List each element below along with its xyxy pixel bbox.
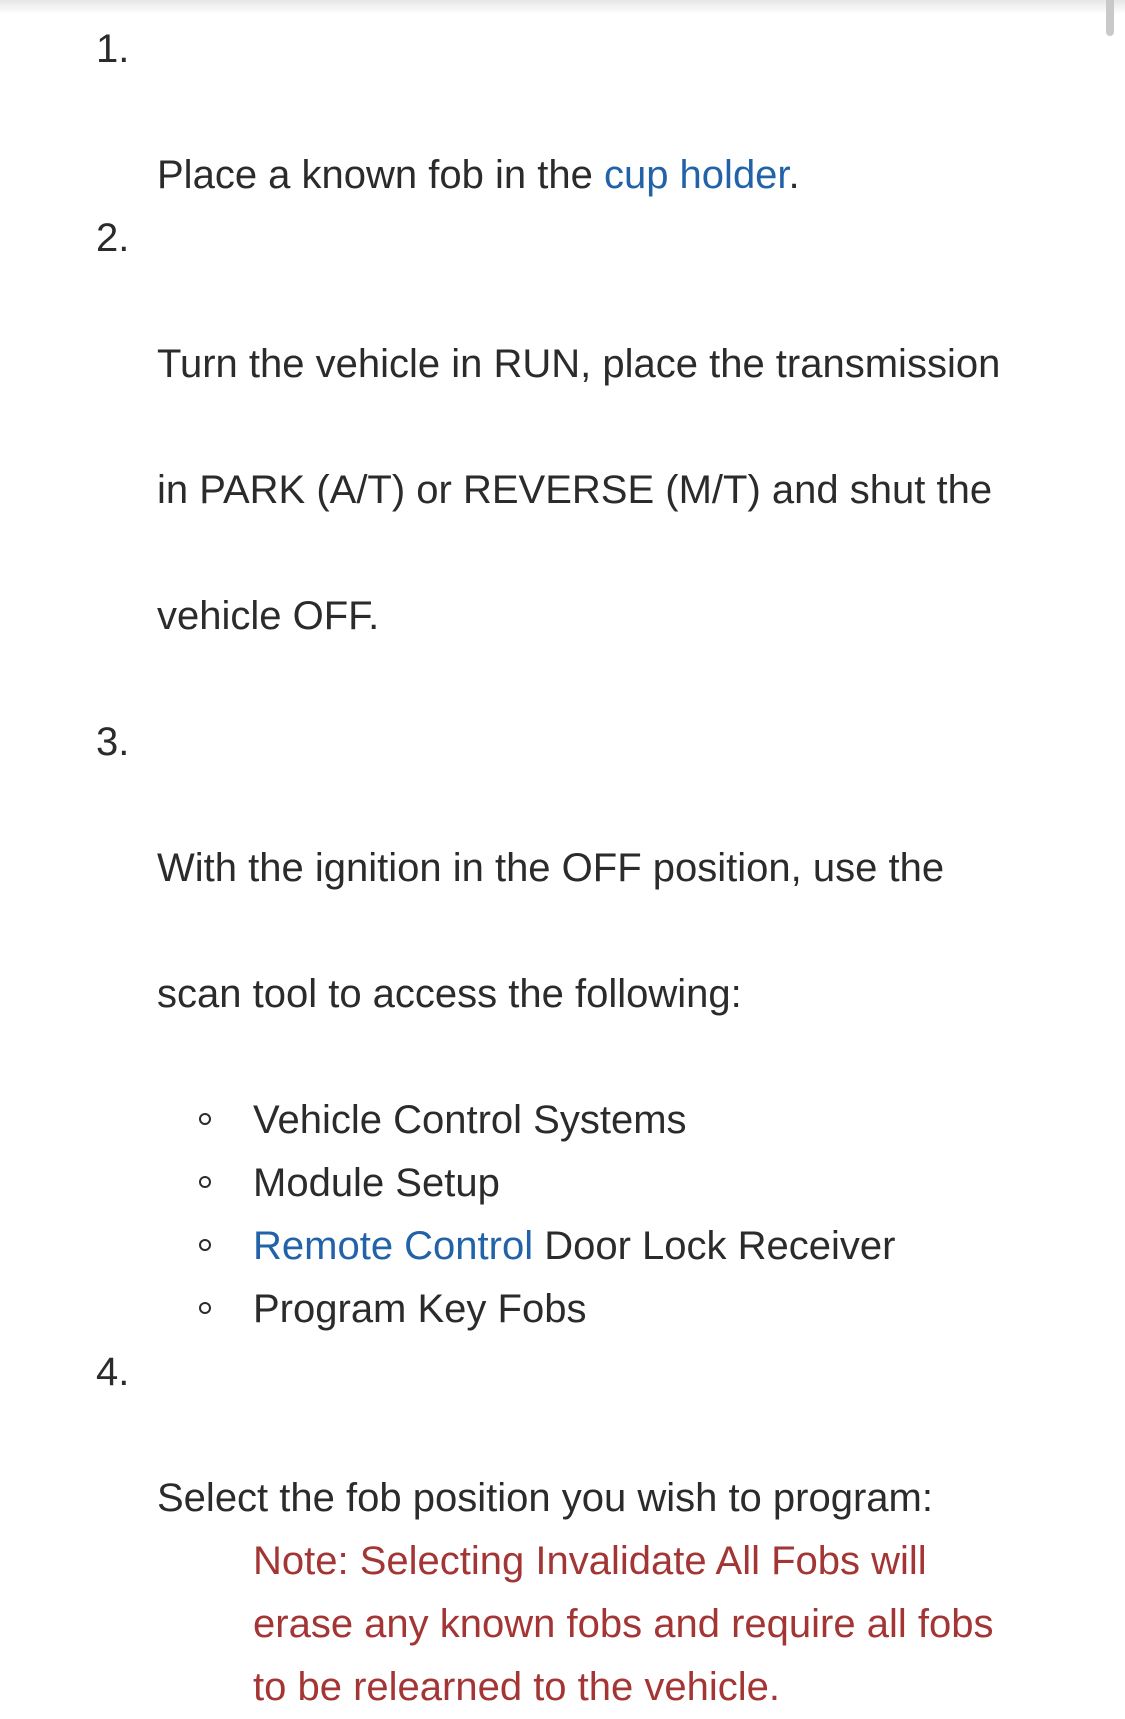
- step-line: Turn the vehicle in RUN, place the transmission: [157, 342, 1001, 386]
- step-line: in PARK (A/T) or REVERSE (M/T) and shut the: [157, 468, 993, 512]
- cup-holder-link[interactable]: cup holder: [603, 153, 789, 197]
- step-1: [0, 18, 1100, 207]
- scan-tool-menu-path: [0, 1089, 1100, 1341]
- step-line: vehicle OFF.: [157, 594, 380, 638]
- step-3: [0, 711, 1100, 1089]
- remote-control-link[interactable]: Remote Control: [253, 1224, 534, 1268]
- scrollbar-thumb[interactable]: [1106, 0, 1114, 36]
- top-shadow: [0, 0, 1125, 14]
- list-item: [0, 1089, 1100, 1152]
- step-line: scan tool to access the following:: [157, 972, 742, 1016]
- warning-note: [0, 1530, 1053, 1719]
- step-number: 3.: [96, 720, 130, 764]
- list-item: [0, 1278, 1100, 1341]
- step-number: 1.: [96, 27, 130, 71]
- note-line: erase any known fobs and require all fobs: [253, 1602, 994, 1646]
- list-item-text: Vehicle Control Systems: [253, 1098, 687, 1142]
- circle-bullet-icon: [199, 1176, 211, 1188]
- circle-bullet-icon: [199, 1302, 211, 1314]
- step-line: With the ignition in the OFF position, use the: [157, 846, 945, 890]
- step-number: 2.: [96, 216, 130, 260]
- list-item-text: Module Setup: [253, 1161, 500, 1205]
- step-text: Select the fob position you wish to program:: [157, 1476, 933, 1520]
- list-item-text: Program Key Fobs: [253, 1287, 587, 1331]
- list-item-text: Door Lock Receiver: [533, 1224, 896, 1268]
- list-item: [0, 1215, 1100, 1278]
- note-line: to be relearned to the vehicle.: [253, 1665, 781, 1709]
- circle-bullet-icon: [199, 1239, 211, 1251]
- step-number: 4.: [96, 1350, 130, 1394]
- note-line: Note: Selecting Invalidate All Fobs will: [253, 1539, 927, 1583]
- step-2: [0, 207, 1100, 711]
- circle-bullet-icon: [199, 1113, 211, 1125]
- step-4: [0, 1341, 1100, 1530]
- step-text: Place a known fob in the: [157, 153, 604, 197]
- instructions-list: [0, 18, 1100, 1719]
- step-text-end: .: [788, 153, 800, 197]
- list-item: [0, 1152, 1100, 1215]
